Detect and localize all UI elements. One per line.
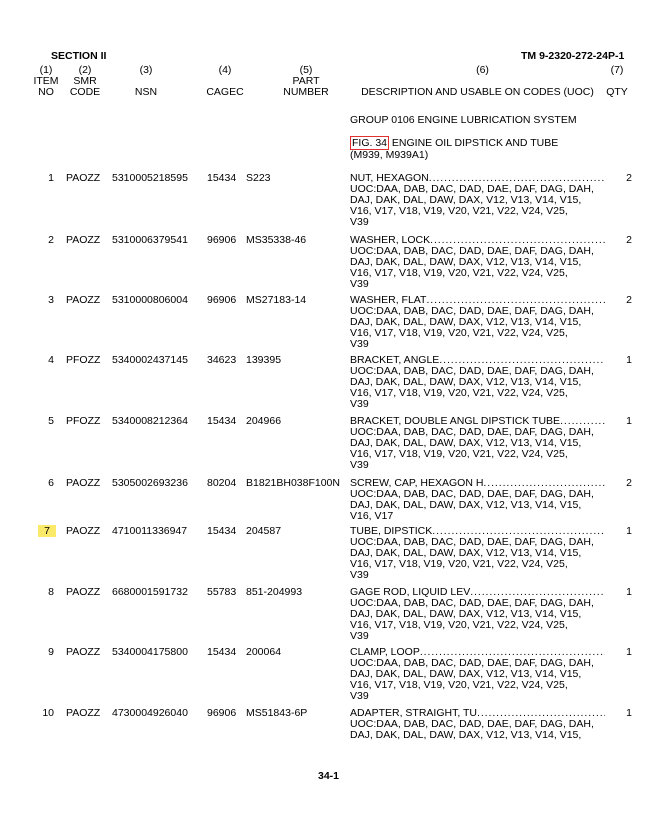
cagec: 96906 bbox=[207, 707, 237, 719]
uoc-line: V16, V17, V18, V19, V20, V21, V22, V24, V25, bbox=[350, 387, 568, 399]
quantity: 1 bbox=[626, 707, 632, 719]
nsn: 5340002437145 bbox=[112, 354, 188, 366]
part-number: B1821BH038F100N bbox=[246, 477, 340, 489]
nsn: 4710011336947 bbox=[112, 525, 188, 537]
part-name: CLAMP, LOOP bbox=[350, 647, 420, 658]
smr-code: PAOZZ bbox=[66, 172, 101, 184]
uoc-line: UOC:DAA, DAB, DAC, DAD, DAE, DAF, DAG, DAH, bbox=[350, 536, 594, 548]
figure-title bbox=[350, 137, 558, 149]
description bbox=[350, 647, 605, 702]
cagec: 55783 bbox=[207, 586, 237, 598]
item-number bbox=[32, 235, 54, 246]
uoc-line: DAJ, DAK, DAL, DAW, DAX, V12, V13, V14, V15, bbox=[350, 608, 582, 620]
description bbox=[350, 355, 605, 410]
nsn: 5340008212364 bbox=[112, 415, 188, 427]
uoc-line: DAJ, DAK, DAL, DAW, DAX, V12, V13, V14, V15, bbox=[350, 194, 582, 206]
uoc-line: V16, V17, V18, V19, V20, V21, V22, V24, V25, bbox=[350, 679, 568, 691]
uoc-line: V39 bbox=[350, 690, 369, 702]
uoc-line: DAJ, DAK, DAL, DAW, DAX, V12, V13, V14, V15, bbox=[350, 316, 582, 328]
quantity: 2 bbox=[626, 477, 632, 489]
description bbox=[350, 526, 605, 581]
cagec: 96906 bbox=[207, 294, 237, 306]
nsn: 5340004175800 bbox=[112, 646, 188, 658]
quantity: 2 bbox=[626, 234, 632, 246]
figure-name: ENGINE OIL DIPSTICK AND TUBE bbox=[389, 137, 559, 149]
item-number bbox=[32, 587, 54, 598]
uoc-line: UOC:DAA, DAB, DAC, DAD, DAE, DAF, DAG, DAH, bbox=[350, 183, 594, 195]
part-number: 204587 bbox=[246, 525, 282, 537]
nsn: 5305002693236 bbox=[112, 477, 188, 489]
quantity: 1 bbox=[626, 415, 632, 427]
part-name: WASHER, LOCK bbox=[350, 235, 431, 246]
item-number-value: 10 bbox=[42, 707, 54, 719]
item-number bbox=[32, 708, 54, 719]
smr-code: PAOZZ bbox=[66, 234, 101, 246]
cagec: 96906 bbox=[207, 234, 237, 246]
smr-code: PAOZZ bbox=[66, 646, 101, 658]
uoc-line: UOC:DAA, DAB, DAC, DAD, DAE, DAF, DAG, DAH, bbox=[350, 488, 594, 500]
part-name: ADAPTER, STRAIGHT, TU bbox=[350, 708, 477, 719]
part-name: TUBE, DIPSTICK bbox=[350, 526, 433, 537]
quantity: 1 bbox=[626, 586, 632, 598]
uoc-line: DAJ, DAK, DAL, DAW, DAX, V12, V13, V14, V15, bbox=[350, 547, 582, 559]
description bbox=[350, 587, 605, 642]
cagec: 34623 bbox=[207, 354, 237, 366]
item-number bbox=[32, 295, 54, 306]
col-header-nsn: (3) NSN bbox=[134, 64, 158, 98]
item-number-value: 7 bbox=[38, 525, 56, 537]
quantity: 1 bbox=[626, 646, 632, 658]
uoc-line: V39 bbox=[350, 459, 369, 471]
smr-code: PAOZZ bbox=[66, 586, 101, 598]
part-number: MS51843-6P bbox=[246, 707, 308, 719]
item-number-value: 5 bbox=[48, 415, 54, 427]
description bbox=[350, 295, 605, 350]
description bbox=[350, 173, 605, 228]
uoc-line: V16, V17, V18, V19, V20, V21, V22, V24, V25, bbox=[350, 267, 568, 279]
uoc-line: V39 bbox=[350, 338, 369, 350]
uoc-line: DAJ, DAK, DAL, DAW, DAX, V12, V13, V14, V15, bbox=[350, 256, 582, 268]
item-number-value: 9 bbox=[48, 646, 54, 658]
part-name: BRACKET, DOUBLE ANGL DIPSTICK TUBE bbox=[350, 416, 561, 427]
uoc-line: DAJ, DAK, DAL, DAW, DAX, V12, V13, V14, V15, bbox=[350, 437, 582, 449]
uoc-line: UOC:DAA, DAB, DAC, DAD, DAE, DAF, DAG, DAH, bbox=[350, 597, 594, 609]
part-number: MS35338-46 bbox=[246, 234, 307, 246]
part-number: 139395 bbox=[246, 354, 282, 366]
col-header-cagec: (4) CAGEC bbox=[206, 64, 244, 98]
uoc-line: UOC:DAA, DAB, DAC, DAD, DAE, DAF, DAG, DAH, bbox=[350, 305, 594, 317]
col-header-part-number: (5) PART NUMBER bbox=[283, 64, 329, 98]
uoc-line: V39 bbox=[350, 630, 369, 642]
uoc-line: V16, V17, V18, V19, V20, V21, V22, V24, V25, bbox=[350, 619, 568, 631]
smr-code: PFOZZ bbox=[66, 415, 101, 427]
description bbox=[350, 416, 605, 471]
uoc-line: V16, V17, V18, V19, V20, V21, V22, V24, V25, bbox=[350, 558, 568, 570]
smr-code: PFOZZ bbox=[66, 354, 101, 366]
figure-models: (M939, M939A1) bbox=[350, 149, 429, 161]
description bbox=[350, 708, 605, 741]
uoc-line: V16, V17, V18, V19, V20, V21, V22, V24, V25, bbox=[350, 327, 568, 339]
item-number bbox=[32, 173, 54, 184]
nsn: 5310000806004 bbox=[112, 294, 188, 306]
smr-code: PAOZZ bbox=[66, 525, 101, 537]
cagec: 15434 bbox=[207, 525, 237, 537]
cagec: 80204 bbox=[207, 477, 237, 489]
uoc-line: DAJ, DAK, DAL, DAW, DAX, V12, V13, V14, V15, bbox=[350, 376, 582, 388]
group-title: GROUP 0106 ENGINE LUBRICATION SYSTEM bbox=[350, 114, 577, 126]
part-name: SCREW, CAP, HEXAGON H bbox=[350, 478, 484, 489]
quantity: 2 bbox=[626, 172, 632, 184]
part-name: WASHER, FLAT bbox=[350, 295, 427, 306]
uoc-line: DAJ, DAK, DAL, DAW, DAX, V12, V13, V14, V15, bbox=[350, 668, 582, 680]
uoc-line: V16, V17 bbox=[350, 510, 394, 522]
item-number bbox=[32, 647, 54, 658]
uoc-line: V39 bbox=[350, 216, 369, 228]
item-number bbox=[32, 478, 54, 489]
smr-code: PAOZZ bbox=[66, 294, 101, 306]
item-number bbox=[26, 526, 56, 537]
uoc-line: DAJ, DAK, DAL, DAW, DAX, V12, V13, V14, V15, bbox=[350, 499, 582, 511]
nsn: 4730004926040 bbox=[112, 707, 188, 719]
uoc-line: UOC:DAA, DAB, DAC, DAD, DAE, DAF, DAG, DAH, bbox=[350, 365, 594, 377]
item-number bbox=[32, 416, 54, 427]
part-name: NUT, HEXAGON bbox=[350, 173, 429, 184]
uoc-line: UOC:DAA, DAB, DAC, DAD, DAE, DAF, DAG, DAH, bbox=[350, 245, 594, 257]
item-number bbox=[32, 355, 54, 366]
item-number-value: 4 bbox=[48, 354, 54, 366]
uoc-line: UOC:DAA, DAB, DAC, DAD, DAE, DAF, DAG, DAH, bbox=[350, 718, 594, 730]
quantity: 1 bbox=[626, 525, 632, 537]
item-number-value: 3 bbox=[48, 294, 54, 306]
col-header-item: (1) ITEM NO bbox=[33, 64, 59, 98]
figure-link[interactable]: FIG. 34 bbox=[352, 137, 388, 149]
col-header-smr: (2) SMR CODE bbox=[69, 64, 101, 98]
cagec: 15434 bbox=[207, 172, 237, 184]
part-name: BRACKET, ANGLE bbox=[350, 355, 440, 366]
uoc-line: V16, V17, V18, V19, V20, V21, V22, V24, V25, bbox=[350, 205, 568, 217]
smr-code: PAOZZ bbox=[66, 477, 101, 489]
part-number: MS27183-14 bbox=[246, 294, 307, 306]
part-name: GAGE ROD, LIQUID LEV bbox=[350, 587, 471, 598]
tm-number: TM 9-2320-272-24P-1 bbox=[521, 50, 625, 62]
uoc-line: UOC:DAA, DAB, DAC, DAD, DAE, DAF, DAG, DAH, bbox=[350, 426, 594, 438]
part-number: S223 bbox=[246, 172, 271, 184]
part-number: 851-204993 bbox=[246, 586, 303, 598]
uoc-line: V16, V17, V18, V19, V20, V21, V22, V24, V25, bbox=[350, 448, 568, 460]
item-number-value: 6 bbox=[48, 477, 54, 489]
uoc-line: UOC:DAA, DAB, DAC, DAD, DAE, DAF, DAG, DAH, bbox=[350, 657, 594, 669]
nsn: 6680001591732 bbox=[112, 586, 188, 598]
quantity: 2 bbox=[626, 294, 632, 306]
uoc-line: V39 bbox=[350, 398, 369, 410]
nsn: 5310006379541 bbox=[112, 234, 188, 246]
nsn: 5310005218595 bbox=[112, 172, 188, 184]
cagec: 15434 bbox=[207, 415, 237, 427]
item-number-value: 8 bbox=[48, 586, 54, 598]
description bbox=[350, 478, 605, 522]
uoc-line: V39 bbox=[350, 278, 369, 290]
item-number-value: 1 bbox=[48, 172, 54, 184]
quantity: 1 bbox=[626, 354, 632, 366]
item-number-value: 2 bbox=[48, 234, 54, 246]
description bbox=[350, 235, 605, 290]
section-label: SECTION II bbox=[51, 50, 107, 62]
uoc-line: DAJ, DAK, DAL, DAW, DAX, V12, V13, V14, V15, bbox=[350, 729, 582, 741]
page-number: 34-1 bbox=[318, 770, 340, 782]
cagec: 15434 bbox=[207, 646, 237, 658]
col-header-description: (6) DESCRIPTION AND USABLE ON CODES (UOC) bbox=[361, 64, 594, 98]
part-number: 200064 bbox=[246, 646, 282, 658]
uoc-line: V39 bbox=[350, 569, 369, 581]
col-header-qty: (7) QTY bbox=[606, 64, 628, 98]
smr-code: PAOZZ bbox=[66, 707, 101, 719]
part-number: 204966 bbox=[246, 415, 282, 427]
